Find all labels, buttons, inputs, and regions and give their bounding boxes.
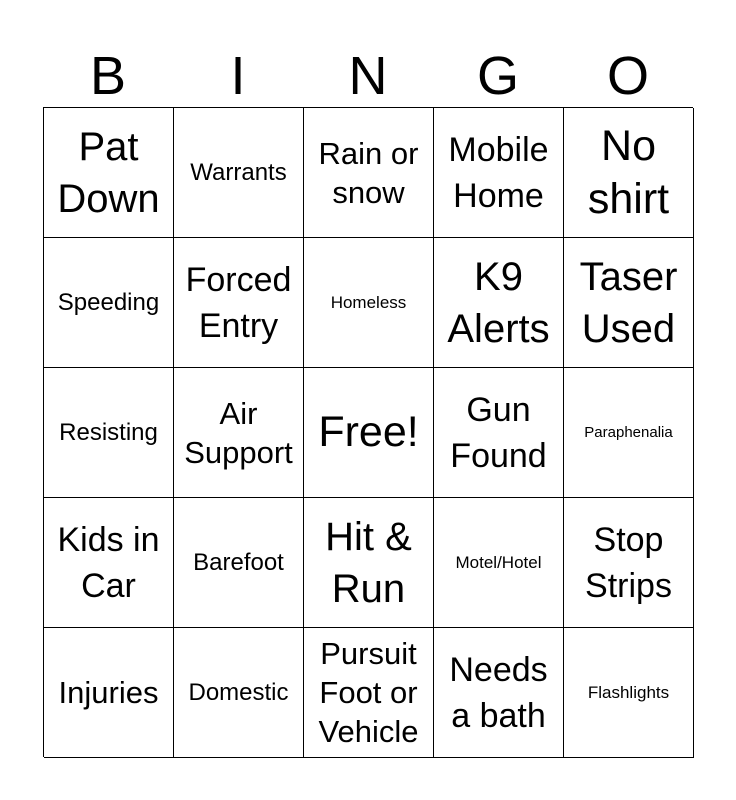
bingo-cell-label: Domestic [188, 678, 289, 706]
bingo-cell[interactable] [304, 108, 434, 238]
bingo-cell-label: Stop Strips [585, 520, 672, 605]
header-letter-g: G [476, 46, 519, 106]
bingo-cell-label: Hit & Run [325, 514, 412, 611]
bingo-cell-label: Rain or snow [318, 135, 419, 210]
bingo-cell[interactable] [564, 368, 694, 498]
bingo-cell-label: No shirt [587, 121, 670, 223]
header-letter-o: O [606, 46, 649, 106]
bingo-cell[interactable] [304, 238, 434, 368]
bingo-cell-label: Gun Found [450, 390, 547, 475]
bingo-cell-label: Homeless [330, 292, 407, 312]
header-letter-b: B [89, 46, 127, 106]
bingo-cell[interactable] [44, 628, 174, 758]
bingo-cell-label: Air Support [184, 395, 293, 470]
bingo-cell-label: Paraphenalia [584, 423, 673, 441]
bingo-cell-label: Pursuit Foot or Vehicle [318, 636, 419, 749]
header-letter-n: N [348, 46, 388, 106]
bingo-cell[interactable] [304, 628, 434, 758]
bingo-cell[interactable] [44, 368, 174, 498]
bingo-cell-label: Injuries [58, 675, 159, 710]
bingo-cell-label: Flashlights [587, 682, 670, 702]
bingo-cell-label: Resisting [59, 418, 158, 446]
free-space-cell[interactable] [304, 368, 434, 498]
bingo-cell[interactable] [434, 238, 564, 368]
bingo-cell-label: Motel/Hotel [455, 552, 542, 572]
bingo-cell-label: Mobile Home [448, 130, 549, 215]
bingo-cell[interactable] [564, 108, 694, 238]
free-space-label: Free! [318, 408, 419, 456]
bingo-cell[interactable] [174, 498, 304, 628]
bingo-cell[interactable] [174, 368, 304, 498]
bingo-cell[interactable] [564, 238, 694, 368]
bingo-cell[interactable] [174, 108, 304, 238]
bingo-cell[interactable] [174, 238, 304, 368]
bingo-cell[interactable] [564, 498, 694, 628]
bingo-cell-label: Warrants [190, 158, 287, 186]
bingo-cell-label: Taser Used [579, 254, 678, 351]
bingo-cell-label: Needs a bath [449, 650, 548, 735]
bingo-cell[interactable] [174, 628, 304, 758]
bingo-cell-label: Speeding [57, 288, 160, 316]
bingo-cell[interactable] [44, 498, 174, 628]
bingo-cell[interactable] [434, 368, 564, 498]
bingo-card-grid [43, 107, 693, 757]
bingo-cell-label: Barefoot [193, 548, 284, 576]
header-letter-i: I [230, 46, 246, 106]
bingo-cell-label: Kids in Car [57, 520, 160, 605]
bingo-cell-label: Pat Down [57, 124, 160, 221]
bingo-cell[interactable] [44, 238, 174, 368]
bingo-cell[interactable] [434, 108, 564, 238]
bingo-cell[interactable] [564, 628, 694, 758]
bingo-cell[interactable] [434, 498, 564, 628]
bingo-cell[interactable] [434, 628, 564, 758]
bingo-header [43, 44, 693, 108]
bingo-cell-label: K9 Alerts [447, 254, 550, 351]
bingo-cell[interactable] [304, 498, 434, 628]
bingo-cell[interactable] [44, 108, 174, 238]
bingo-cell-label: Forced Entry [185, 260, 292, 345]
